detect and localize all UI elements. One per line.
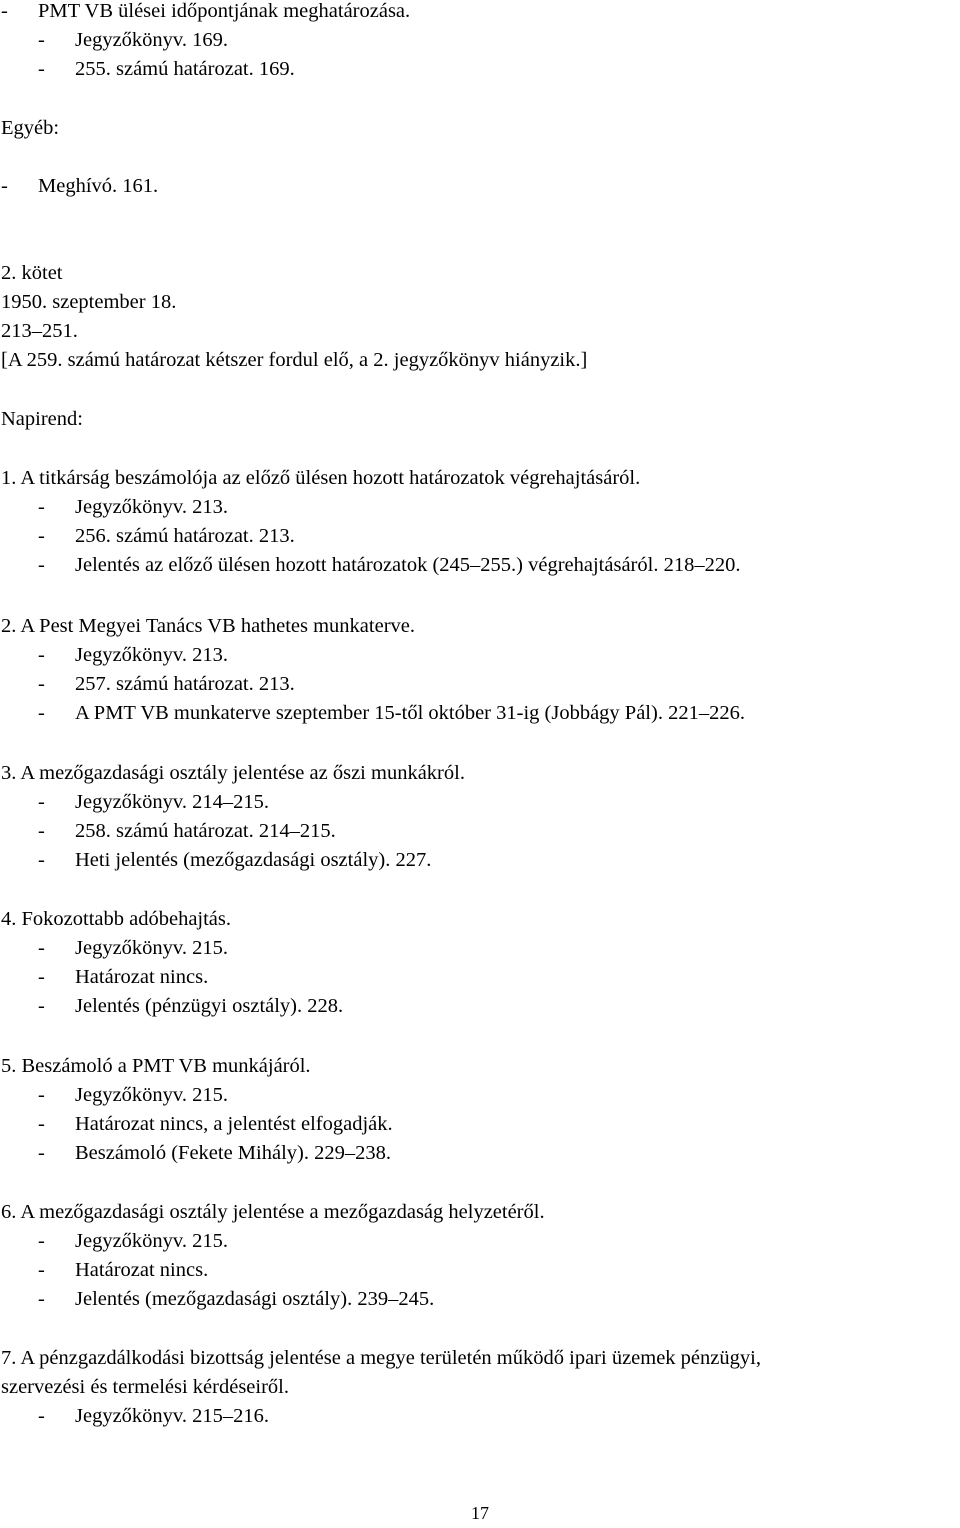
list-line: - Beszámoló (Fekete Mihály). 229–238.	[38, 1142, 391, 1164]
list-line: - Jegyzőkönyv. 213.	[38, 496, 228, 518]
list-line: - Jelentés az előző ülésen hozott határozatok (245–255.) végrehajtásáról. 218–220.	[38, 554, 741, 576]
list-line: - Jegyzőkönyv. 213.	[38, 644, 228, 666]
agenda-item-title: 3. A mezőgazdasági osztály jelentése az őszi munkákról.	[1, 762, 465, 784]
list-line: - Jegyzőkönyv. 214–215.	[38, 791, 269, 813]
agenda-item-title: 7. A pénzgazdálkodási bizottság jelentése a megye területén működő ipari üzemek pénzügyi,	[1, 1347, 761, 1369]
agenda-item-title: 1. A titkárság beszámolója az előző ülésen hozott határozatok végrehajtásáról.	[1, 467, 641, 489]
volume-pages: 213–251.	[1, 320, 78, 342]
list-line: - Jegyzőkönyv. 215–216.	[38, 1405, 269, 1427]
agenda-item-title: 2. A Pest Megyei Tanács VB hathetes munkaterve.	[1, 615, 415, 637]
list-line: - 256. számú határozat. 213.	[38, 525, 295, 547]
list-line: - Jegyzőkönyv. 215.	[38, 937, 228, 959]
agenda-item-title-cont: szervezési és termelési kérdéseiről.	[1, 1376, 290, 1398]
list-line: - Jelentés (mezőgazdasági osztály). 239–245.	[38, 1288, 435, 1310]
list-line: - 258. számú határozat. 214–215.	[38, 820, 336, 842]
list-line: - Határozat nincs.	[38, 1259, 209, 1281]
list-line: - Jelentés (pénzügyi osztály). 228.	[38, 995, 344, 1017]
list-line: - Jegyzőkönyv. 215.	[38, 1230, 228, 1252]
list-line: - Heti jelentés (mezőgazdasági osztály). 227.	[38, 849, 432, 871]
volume-date: 1950. szeptember 18.	[1, 291, 177, 313]
list-line: - 257. számú határozat. 213.	[38, 673, 295, 695]
list-line: - Jegyzőkönyv. 169.	[38, 29, 228, 51]
agenda-item-title: 4. Fokozottabb adóbehajtás.	[1, 908, 232, 930]
egyeb-heading: Egyéb:	[1, 117, 60, 139]
volume-title: 2. kötet	[1, 262, 63, 284]
list-line: - Határozat nincs.	[38, 966, 209, 988]
list-line: - Jegyzőkönyv. 215.	[38, 1084, 228, 1106]
agenda-item-title: 5. Beszámoló a PMT VB munkájáról.	[1, 1055, 311, 1077]
list-line: - PMT VB ülései időpontjának meghatározása.	[1, 0, 411, 22]
list-line: - Meghívó. 161.	[1, 175, 159, 197]
list-line: - 255. számú határozat. 169.	[38, 58, 295, 80]
list-line: - A PMT VB munkaterve szeptember 15-től október 31-ig (Jobbágy Pál). 221–226.	[38, 702, 745, 724]
agenda-item-title: 6. A mezőgazdasági osztály jelentése a mezőgazdaság helyzetéről.	[1, 1201, 545, 1223]
napirend-heading: Napirend:	[1, 408, 83, 430]
volume-note: [A 259. számú határozat kétszer fordul elő, a 2. jegyzőkönyv hiányzik.]	[1, 349, 588, 371]
list-line: - Határozat nincs, a jelentést elfogadják.	[38, 1113, 393, 1135]
page-number: 17	[471, 1503, 489, 1523]
